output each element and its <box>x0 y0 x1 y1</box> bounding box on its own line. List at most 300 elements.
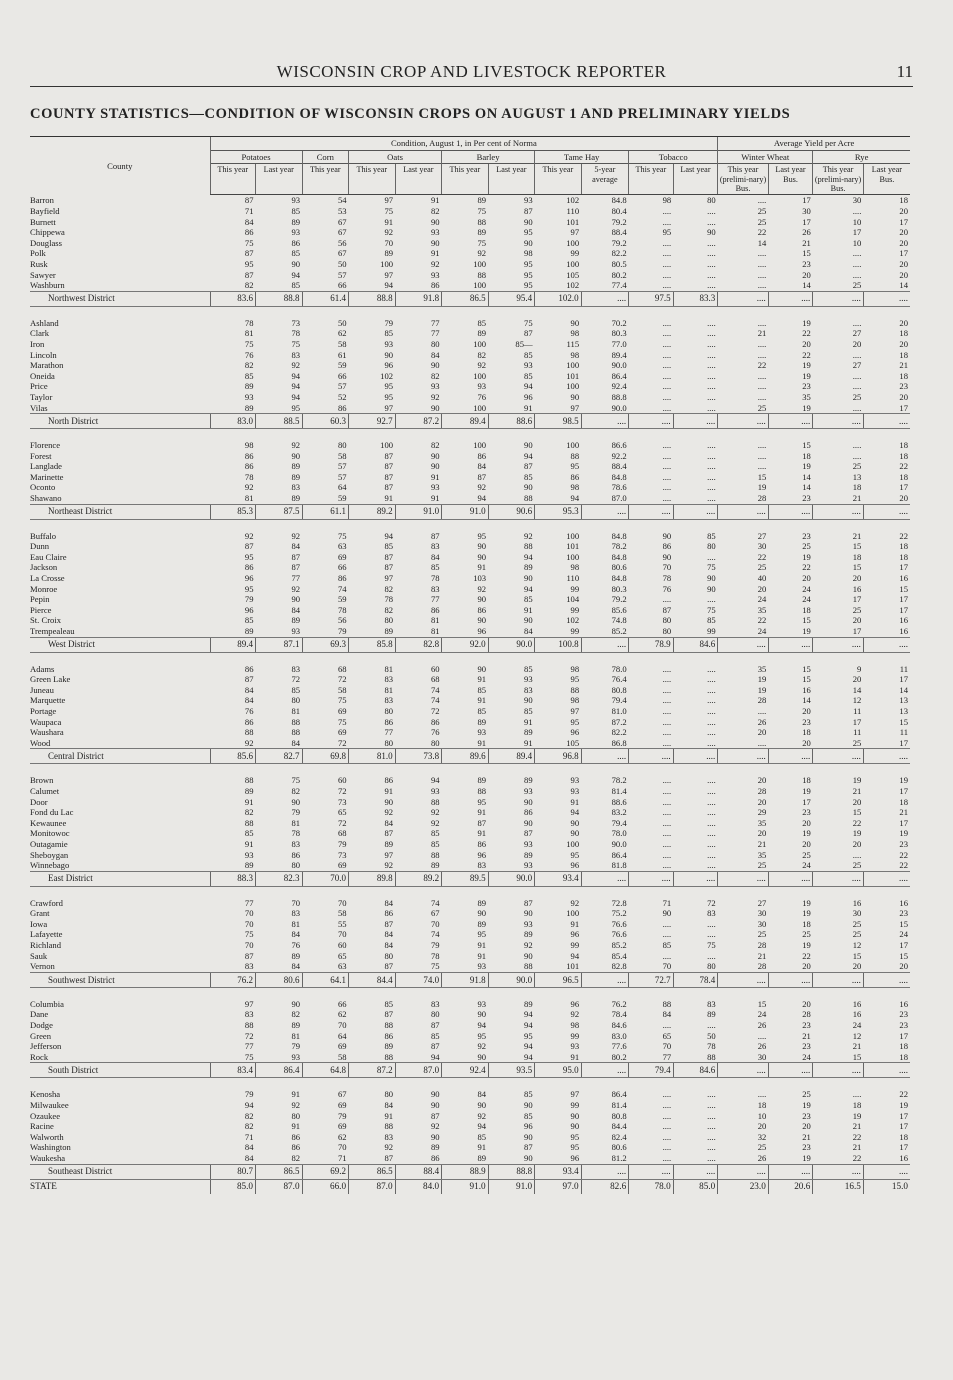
table-cell: 86.4 <box>256 1063 303 1078</box>
table-cell: .... <box>757 349 767 360</box>
table-cell: 95 <box>570 849 580 860</box>
table-cell: 20 <box>899 237 908 248</box>
county-name: Oconto <box>30 482 56 493</box>
county-name: Sauk <box>30 950 48 961</box>
county-name: Douglass <box>30 237 62 248</box>
table-cell: 104 <box>566 594 580 605</box>
table-cell: 80 <box>384 705 394 716</box>
table-cell: 10 <box>757 1110 767 1121</box>
table-cell: 96 <box>570 727 580 738</box>
county-name: Outagamie <box>30 838 68 849</box>
table-cell: 85 <box>477 684 487 695</box>
table-cell: 15 <box>802 663 811 674</box>
table-cell: .... <box>629 504 674 519</box>
table-cell: 100 <box>473 338 487 349</box>
table-cell: 87 <box>291 562 301 573</box>
table-cell: 17 <box>852 716 862 727</box>
table-cell: 84 <box>244 684 254 695</box>
table-cell: 90 <box>707 583 716 594</box>
table-cell: 98 <box>570 349 580 360</box>
table-cell: 90 <box>524 615 533 626</box>
table-cell: .... <box>662 402 672 413</box>
table-cell: .... <box>813 1063 864 1078</box>
table-cell: 18 <box>899 328 908 339</box>
table-cell: 21 <box>899 360 908 371</box>
table-cell: 93 <box>430 227 440 238</box>
running-title: WISCONSIN CROP AND LIVESTOCK REPORTER <box>276 62 667 81</box>
table-cell: 55 <box>337 918 347 929</box>
table-cell: 93 <box>570 785 580 796</box>
table-cell: 90 <box>477 663 487 674</box>
table-cell: 20 <box>852 961 862 972</box>
table-cell: 70 <box>244 918 254 929</box>
table-cell: 15 <box>852 1051 862 1062</box>
county-name: Door <box>30 796 48 807</box>
county-name: Burnett <box>30 216 56 227</box>
table-cell: 86 <box>477 604 487 615</box>
table-cell: 80 <box>430 737 440 748</box>
table-cell: .... <box>707 807 716 818</box>
table-cell: 18 <box>899 370 908 381</box>
table-cell: 88.8 <box>256 291 303 306</box>
column-header: This year (prelimi-nary) Bus. <box>813 164 864 195</box>
table-cell: 75 <box>337 530 347 541</box>
table-cell: .... <box>718 1063 769 1078</box>
table-cell: 85.6 <box>611 604 627 615</box>
county-name: Pierce <box>30 604 52 615</box>
district-total-row <box>30 504 910 519</box>
table-cell: 94 <box>291 381 301 392</box>
county-row <box>30 615 910 626</box>
county-row <box>30 1121 910 1132</box>
table-cell: 84 <box>291 604 301 615</box>
county-name: Barron <box>30 195 54 206</box>
table-cell: .... <box>673 871 718 886</box>
table-cell: 28 <box>757 961 767 972</box>
table-cell: 79 <box>291 1041 301 1052</box>
table-cell: 90 <box>291 450 301 461</box>
table-cell: .... <box>581 871 629 886</box>
table-cell: 75 <box>244 338 254 349</box>
table-cell: .... <box>707 1131 716 1142</box>
county-row <box>30 807 910 818</box>
table-cell: 87 <box>291 551 301 562</box>
table-cell: 25 <box>802 541 811 552</box>
table-cell: .... <box>662 785 672 796</box>
table-cell: 102 <box>566 615 580 626</box>
table-cell: .... <box>863 637 910 652</box>
table-cell: 75 <box>337 716 347 727</box>
table-cell: 83.3 <box>673 291 718 306</box>
table-cell: 75 <box>244 929 254 940</box>
table-cell: 92 <box>477 1041 487 1052</box>
table-cell: 17 <box>899 1110 908 1121</box>
table-cell: 25 <box>852 280 862 291</box>
table-cell: 93.4 <box>535 1164 582 1179</box>
table-cell: 92 <box>430 1121 440 1132</box>
table-cell: 83 <box>291 838 301 849</box>
table-cell: 84 <box>291 541 301 552</box>
table-cell: 80.4 <box>611 206 627 216</box>
table-cell: 19 <box>802 1100 811 1110</box>
table-cell: 24 <box>852 1020 862 1031</box>
table-cell: 90 <box>291 796 301 807</box>
table-cell: 94 <box>430 775 440 786</box>
table-cell: 15 <box>757 998 767 1009</box>
table-cell: 66.0 <box>302 1179 349 1194</box>
table-cell: 17 <box>899 737 908 748</box>
table-cell: 77 <box>430 317 440 328</box>
table-cell: .... <box>707 450 716 461</box>
page-header <box>30 60 913 84</box>
table-cell: .... <box>757 1030 767 1041</box>
table-cell: 90 <box>430 1089 440 1100</box>
table-cell: 85 <box>291 248 301 259</box>
table-cell: 83.0 <box>210 414 256 429</box>
table-cell: 86 <box>291 1142 301 1153</box>
table-cell: 91 <box>524 402 533 413</box>
table-cell: 90 <box>430 1100 440 1110</box>
table-cell: .... <box>662 328 672 339</box>
table-cell: 80 <box>430 1009 440 1020</box>
table-cell: 14 <box>757 237 767 248</box>
table-cell: 18 <box>852 482 862 493</box>
table-cell: 69 <box>337 551 347 562</box>
table-cell: 90 <box>524 237 533 248</box>
table-cell: .... <box>662 482 672 493</box>
county-name: Clark <box>30 328 50 339</box>
table-cell: .... <box>662 775 672 786</box>
table-cell: 70 <box>244 908 254 919</box>
county-row <box>30 1111 910 1122</box>
county-row <box>30 280 910 291</box>
table-cell: 89.4 <box>210 637 256 652</box>
table-cell: .... <box>673 504 718 519</box>
table-cell: 92 <box>524 940 533 951</box>
table-cell: 11 <box>899 727 908 738</box>
table-cell: 72.8 <box>611 897 627 908</box>
table-cell: 73 <box>291 317 301 328</box>
table-cell: 85 <box>524 1110 533 1121</box>
crop-header-winter-wheat: Winter Wheat <box>718 150 813 164</box>
table-cell: 86.4 <box>611 849 627 860</box>
county-row <box>30 339 910 350</box>
table-cell: 89 <box>291 461 301 472</box>
table-cell: 22 <box>757 227 767 238</box>
county-row <box>30 828 910 839</box>
table-cell: 21 <box>852 530 862 541</box>
table-cell: 99 <box>570 940 580 951</box>
table-cell: 17 <box>802 796 811 807</box>
table-cell: 91 <box>477 940 487 951</box>
table-cell: 95 <box>291 402 301 413</box>
table-cell: 20 <box>852 796 862 807</box>
table-cell: 86 <box>291 1131 301 1142</box>
table-cell: 86 <box>384 908 394 919</box>
column-header: This year (prelimi-nary) Bus. <box>718 164 769 195</box>
county-row <box>30 573 910 584</box>
table-cell: 86 <box>244 227 254 238</box>
table-cell: 83.4 <box>210 1063 256 1078</box>
table-cell: .... <box>662 269 672 280</box>
table-cell: 91.0 <box>442 1179 489 1194</box>
table-cell: 86.8 <box>611 737 627 748</box>
table-cell: 100 <box>473 280 487 291</box>
table-cell: 70 <box>384 237 394 248</box>
county-row <box>30 1132 910 1143</box>
table-cell: 91 <box>430 248 440 259</box>
table-cell: 95.0 <box>535 1063 582 1078</box>
table-cell: 92 <box>477 1110 487 1121</box>
table-cell: 16 <box>852 998 862 1009</box>
table-cell: .... <box>768 972 813 987</box>
table-cell: 85 <box>524 1089 533 1100</box>
table-cell: 91 <box>291 1121 301 1132</box>
table-cell: 15.0 <box>863 1179 910 1194</box>
table-cell: 74.0 <box>395 972 442 987</box>
table-cell: 79 <box>291 807 301 818</box>
table-cell: .... <box>757 705 767 716</box>
table-cell: 90 <box>524 573 533 584</box>
table-cell: .... <box>757 280 767 291</box>
table-cell: 83 <box>477 860 487 871</box>
table-cell: 83 <box>291 482 301 493</box>
table-cell: 80.8 <box>611 1110 627 1121</box>
county-name: Buffalo <box>30 530 57 541</box>
table-cell: 15 <box>802 615 811 626</box>
table-cell: 79.2 <box>611 594 627 605</box>
table-cell: .... <box>707 727 716 738</box>
county-row <box>30 685 910 696</box>
table-cell: .... <box>718 291 769 306</box>
table-cell: 88.6 <box>488 414 535 429</box>
table-cell: 92 <box>384 807 394 818</box>
table-cell: .... <box>629 871 674 886</box>
table-cell: 99 <box>570 248 580 259</box>
table-cell: .... <box>662 248 672 259</box>
condition-group-header: Condition, August 1, in Per cent of Norma <box>210 137 718 151</box>
table-cell: 19 <box>802 940 811 951</box>
table-cell: .... <box>718 504 769 519</box>
county-name: Adams <box>30 663 55 674</box>
county-statistics-table <box>30 136 910 1194</box>
table-cell: 90 <box>291 998 301 1009</box>
table-cell: 35 <box>757 663 767 674</box>
table-cell: 96.8 <box>535 749 582 764</box>
table-cell: 21 <box>852 1121 862 1132</box>
table-cell: 20 <box>802 961 811 972</box>
table-cell: 87 <box>477 817 487 828</box>
table-cell: 20 <box>899 961 908 972</box>
table-cell: .... <box>662 493 672 504</box>
table-cell: 21 <box>802 1131 811 1142</box>
table-cell: 35 <box>802 391 811 402</box>
table-cell: 60.3 <box>302 414 349 429</box>
table-cell: 89 <box>524 775 533 786</box>
table-cell: .... <box>757 370 767 381</box>
table-cell: .... <box>707 828 716 839</box>
table-cell: 87.0 <box>611 493 627 504</box>
table-cell: 88.8 <box>349 291 396 306</box>
county-name: Iowa <box>30 918 48 929</box>
table-cell: .... <box>707 493 716 504</box>
table-cell: 79.2 <box>611 237 627 248</box>
table-cell: 77 <box>430 594 440 605</box>
table-cell: 78 <box>244 317 254 328</box>
table-cell: 80.7 <box>210 1164 256 1179</box>
table-cell: 80.3 <box>611 328 627 339</box>
county-name: Sawyer <box>30 269 56 280</box>
table-cell: 92 <box>430 807 440 818</box>
table-cell: 19 <box>852 1110 862 1121</box>
table-cell: 97 <box>384 402 394 413</box>
county-name: Chippewa <box>30 227 65 238</box>
table-cell: 21 <box>757 328 767 339</box>
table-cell: 100 <box>473 440 487 451</box>
table-cell: 89 <box>244 402 254 413</box>
table-cell: 80.5 <box>611 258 627 269</box>
table-cell: 96 <box>244 604 254 615</box>
table-cell: 91 <box>570 1051 580 1062</box>
table-cell: 13 <box>899 695 908 706</box>
table-cell: .... <box>662 918 672 929</box>
table-cell: 87 <box>477 471 487 482</box>
table-cell: 61.4 <box>302 291 349 306</box>
table-cell: 87 <box>384 1009 394 1020</box>
table-cell: 16 <box>852 583 862 594</box>
table-cell: .... <box>707 349 716 360</box>
table-cell: 77 <box>244 1041 254 1052</box>
table-cell: 94 <box>430 1051 440 1062</box>
table-cell: 88 <box>570 450 580 461</box>
table-cell: 98 <box>570 695 580 706</box>
crop-header-rye: Rye <box>813 150 910 164</box>
county-name: St. Croix <box>30 615 62 626</box>
table-cell: 88.4 <box>611 461 627 472</box>
table-cell: 88 <box>477 216 487 227</box>
table-cell: .... <box>707 338 716 349</box>
table-cell: 76 <box>662 583 672 594</box>
table-cell: 100 <box>380 440 394 451</box>
table-cell: 110 <box>566 573 580 584</box>
table-cell: 15 <box>852 950 862 961</box>
table-cell: 90 <box>291 258 301 269</box>
table-cell: 84 <box>477 1089 487 1100</box>
table-cell: 70 <box>662 562 672 573</box>
table-cell: 86 <box>337 402 347 413</box>
table-cell: 79 <box>244 1089 254 1100</box>
table-cell: 57 <box>337 461 347 472</box>
table-cell: 79 <box>337 838 347 849</box>
table-cell: 80 <box>337 440 347 451</box>
table-cell: 84 <box>291 961 301 972</box>
table-cell: 88.4 <box>395 1164 442 1179</box>
table-cell: 90 <box>477 1051 487 1062</box>
table-cell: 84 <box>291 929 301 940</box>
table-cell: .... <box>707 849 716 860</box>
table-cell: 22 <box>899 860 908 871</box>
table-cell: 22 <box>852 1152 862 1163</box>
table-cell: 93 <box>384 338 394 349</box>
table-cell: 89 <box>430 1142 440 1153</box>
table-cell: 91.0 <box>442 504 489 519</box>
table-cell: 87 <box>244 248 254 259</box>
table-cell: 88 <box>430 849 440 860</box>
table-cell: 89 <box>384 626 394 636</box>
table-cell: 82.8 <box>395 637 442 652</box>
table-cell: .... <box>662 237 672 248</box>
table-cell: 87 <box>524 461 533 472</box>
table-cell: 70 <box>337 929 347 940</box>
county-row <box>30 451 910 462</box>
table-cell: .... <box>852 402 862 413</box>
table-cell: 78 <box>384 594 394 605</box>
table-cell: 85.2 <box>611 940 627 951</box>
crop-header-corn: Corn <box>302 150 349 164</box>
county-name: Forest <box>30 450 52 461</box>
table-cell: 75 <box>707 562 716 573</box>
table-cell: 69 <box>337 1121 347 1132</box>
table-cell: 98 <box>662 195 672 206</box>
row-spacer <box>30 764 910 776</box>
table-cell: 15 <box>757 471 767 482</box>
table-cell: .... <box>673 1164 718 1179</box>
table-cell: 86 <box>477 838 487 849</box>
table-cell: 57 <box>337 471 347 482</box>
county-name: Green Lake <box>30 674 71 685</box>
table-cell: 17 <box>899 216 908 227</box>
table-cell: .... <box>768 291 813 306</box>
table-cell: .... <box>662 737 672 748</box>
county-row <box>30 541 910 552</box>
table-cell: 92.4 <box>611 381 627 392</box>
table-cell: .... <box>662 1089 672 1100</box>
table-cell: 22 <box>899 1089 908 1100</box>
table-cell: 101 <box>566 961 580 972</box>
table-cell: 64.8 <box>302 1063 349 1078</box>
table-cell: 99 <box>570 1100 580 1110</box>
table-cell: 18 <box>899 440 908 451</box>
table-cell: 81.4 <box>611 1100 627 1110</box>
county-row <box>30 482 910 493</box>
table-cell: 64.1 <box>302 972 349 987</box>
column-header: Last year <box>673 164 718 195</box>
table-cell: 70.2 <box>611 317 627 328</box>
table-cell: .... <box>707 391 716 402</box>
table-cell: 70 <box>430 918 440 929</box>
table-cell: 88 <box>570 684 580 695</box>
table-cell: 87 <box>244 950 254 961</box>
table-cell: 86 <box>244 716 254 727</box>
county-column-header: County <box>30 137 210 195</box>
table-cell: 60 <box>430 663 440 674</box>
table-cell: 69.2 <box>302 1164 349 1179</box>
row-spacer <box>30 1078 910 1090</box>
table-cell: .... <box>768 749 813 764</box>
table-cell: 62 <box>337 1131 347 1142</box>
table-cell: 84.4 <box>611 1121 627 1132</box>
table-cell: 82.4 <box>611 1131 627 1142</box>
table-cell: 22 <box>802 562 811 573</box>
table-cell: .... <box>852 349 862 360</box>
county-name: Wood <box>30 737 51 748</box>
table-cell: 91 <box>570 918 580 929</box>
table-cell: 81.0 <box>349 749 396 764</box>
table-cell: 69 <box>337 705 347 716</box>
table-cell: 95.4 <box>488 291 535 306</box>
table-cell: 92 <box>430 817 440 828</box>
table-cell: 25 <box>802 849 811 860</box>
